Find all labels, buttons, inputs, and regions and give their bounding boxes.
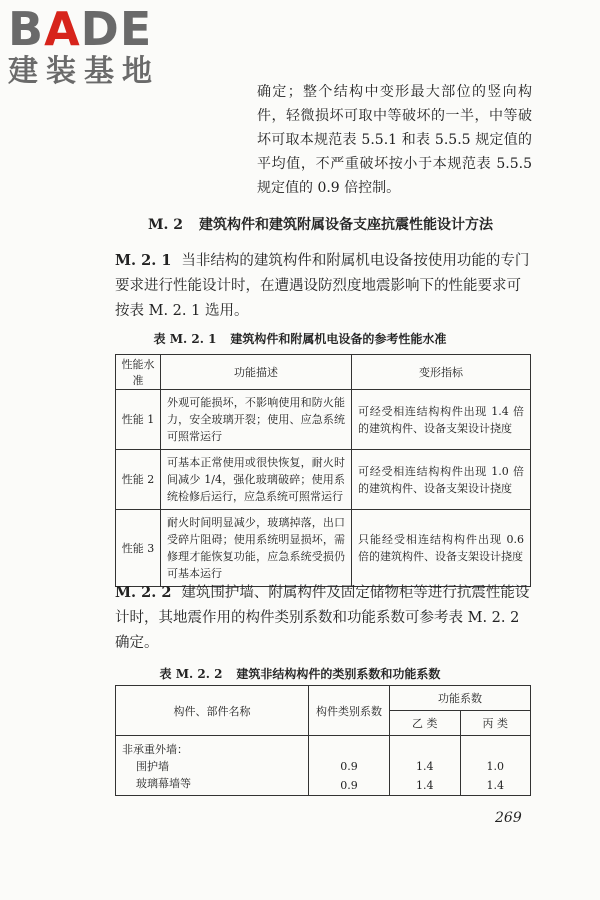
table-row [116,390,531,450]
table-row [116,450,531,510]
cell-desc: 耐火时间明显减少，玻璃掉落，出口受碎片阻碍；使用系统明显损坏，需修理才能恢复功能，应急系统受损仍可基本运行 [161,510,352,587]
cell-level: 性能 2 [116,450,161,510]
cell-desc: 可基本正常使用或很快恢复，耐火时间减少 1/4，强化玻璃破碎；使用系统检修后运行，应急系统可照常运行 [161,450,352,510]
clause-m21 [115,248,535,324]
header-deform: 变形指标 [352,355,531,390]
cell-class-c: 1.0 [460,758,531,775]
section-number: M. 2 [148,217,183,233]
table-row [116,510,531,587]
clause-text: 当非结构的建筑构件和附属机电设备按使用功能的专门要求进行性能设计时，在遭遇设防烈度地震影响下的性能要求可按表 M. 2. 1 选用。 [115,253,530,319]
cell-class-b: 1.4 [390,775,461,796]
logo-mark: BADE [8,2,153,56]
table2-caption: 表 M. 2. 2 建筑非结构构件的类别系数和功能系数 [159,667,441,681]
cell-class-c: 1.4 [460,775,531,796]
table-row [116,736,531,759]
header-name: 构件、部件名称 [116,686,309,736]
table-row [116,758,531,775]
clause-number: M. 2. 2 [115,584,172,601]
cell-deform: 可经受相连结构构件出现 1.4 倍的建筑构件、设备支架设计挠度 [352,390,531,450]
table-header-row [116,355,531,390]
header-function: 功能系数 [390,686,531,711]
intro-paragraph: 确定；整个结构中变形最大部位的竖向构件，轻微损坏可取中等破坏的一半，中等破坏可取本规范表 5.5.1 和表 5.5.5 规定值的平均值，不严重破坏按小于本规范表 5.5.5 规定值的 0.9 倍控制。 [257,84,532,196]
header-function: 功能描述 [161,355,352,390]
cell-desc: 外观可能损坏，不影响使用和防火能力，安全玻璃开裂；使用、应急系统可照常运行 [161,390,352,450]
logo [8,4,178,90]
table-header-row [116,686,531,711]
cell-class-b: 1.4 [390,758,461,775]
page-number: 269 [495,810,522,826]
header-level: 性能水准 [116,355,161,390]
cell-category: 0.9 [309,775,390,796]
cell-level: 性能 3 [116,510,161,587]
cell-name: 玻璃幕墙等 [116,775,309,796]
header-class-c: 丙 类 [460,711,531,736]
clause-number: M. 2. 1 [115,252,172,269]
logo-subtitle: 建装基地 [8,54,160,89]
table-coefficients [115,685,531,796]
cell-category: 0.9 [309,758,390,775]
section-title: 建筑构件和建筑附属设备支座抗震性能设计方法 [199,217,493,233]
header-category: 构件类别系数 [309,686,390,736]
clause-text: 建筑围护墙、附属构件及固定储物柜等进行抗震性能设计时，其地震作用的构件类别系数和功能系数可参考表 M. 2. 2 确定。 [115,585,530,651]
cell-deform: 只能经受相连结构构件出现 0.6 倍的建筑构件、设备支架设计挠度 [352,510,531,587]
cell-level: 性能 1 [116,390,161,450]
table-performance-levels [115,354,531,587]
table1-caption: 表 M. 2. 1 建筑构件和附属机电设备的参考性能水准 [153,332,447,346]
clause-m22 [115,580,535,656]
section-heading [148,214,493,234]
cell-deform: 可经受相连结构构件出现 1.0 倍的建筑构件、设备支架设计挠度 [352,450,531,510]
cell-name: 围护墙 [116,758,309,775]
cell-group: 非承重外墙： [116,736,309,759]
header-class-b: 乙 类 [390,711,461,736]
table-row [116,775,531,796]
